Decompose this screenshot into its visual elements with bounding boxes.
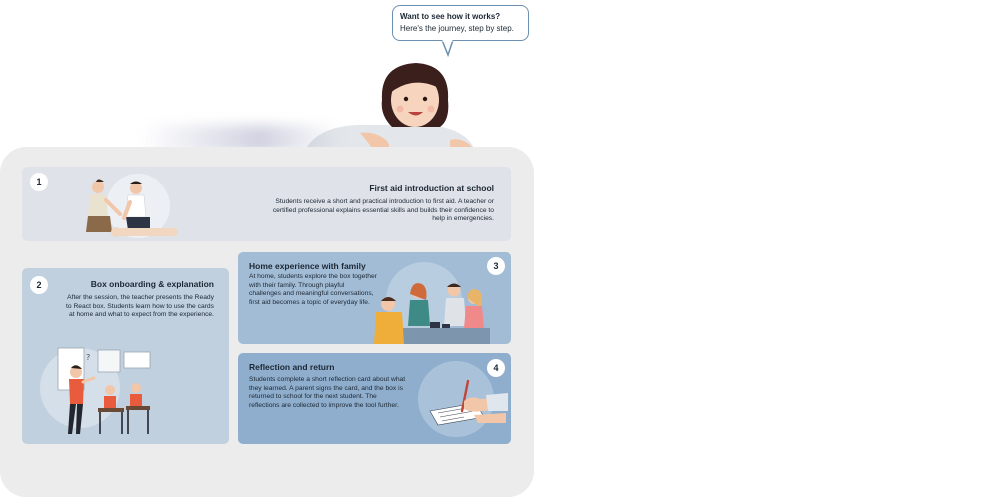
step-title: Reflection and return xyxy=(249,362,335,372)
speech-bubble xyxy=(392,5,529,41)
step-card-2 xyxy=(22,268,229,444)
cpr-illustration xyxy=(76,172,186,240)
classroom-illustration xyxy=(36,344,156,442)
step-number-badge: 1 xyxy=(30,173,48,191)
speech-bubble-title: Want to see how it works? xyxy=(400,12,501,21)
step-card-1 xyxy=(22,167,511,241)
step-description: After the session, the teacher presents the Ready to React box. Students learn how to use the cards at home and what to expect from the experience. xyxy=(66,294,214,319)
step-title: First aid introduction at school xyxy=(369,183,494,193)
family-illustration xyxy=(372,258,494,344)
step-title: Box onboarding & explanation xyxy=(90,279,214,289)
signing-illustration xyxy=(414,359,510,443)
step-card-4 xyxy=(238,353,511,444)
speech-bubble-subtitle: Here's the journey, step by step. xyxy=(400,24,514,33)
step-number-badge: 2 xyxy=(30,276,48,294)
svg-text:?: ? xyxy=(86,353,91,362)
step-number-badge: 3 xyxy=(487,257,505,275)
step-description: Students receive a short and practical introduction to first aid. A teacher or certified professional explains essential skills and builds their confidence to help in emergencies. xyxy=(272,198,494,223)
step-title: Home experience with family xyxy=(249,261,366,271)
step-description: Students complete a short reflection card about what they learned. A parent signs the card, and the box is returned to school for the next student. The reflections are collected to improve the tool further. xyxy=(249,376,406,409)
step-number-badge: 4 xyxy=(487,359,505,377)
step-card-3 xyxy=(238,252,511,344)
step-description: At home, students explore the box together with their family. Through playful challenges and meaningful conversations, first aid becomes a topic of everyday life. xyxy=(249,273,377,306)
